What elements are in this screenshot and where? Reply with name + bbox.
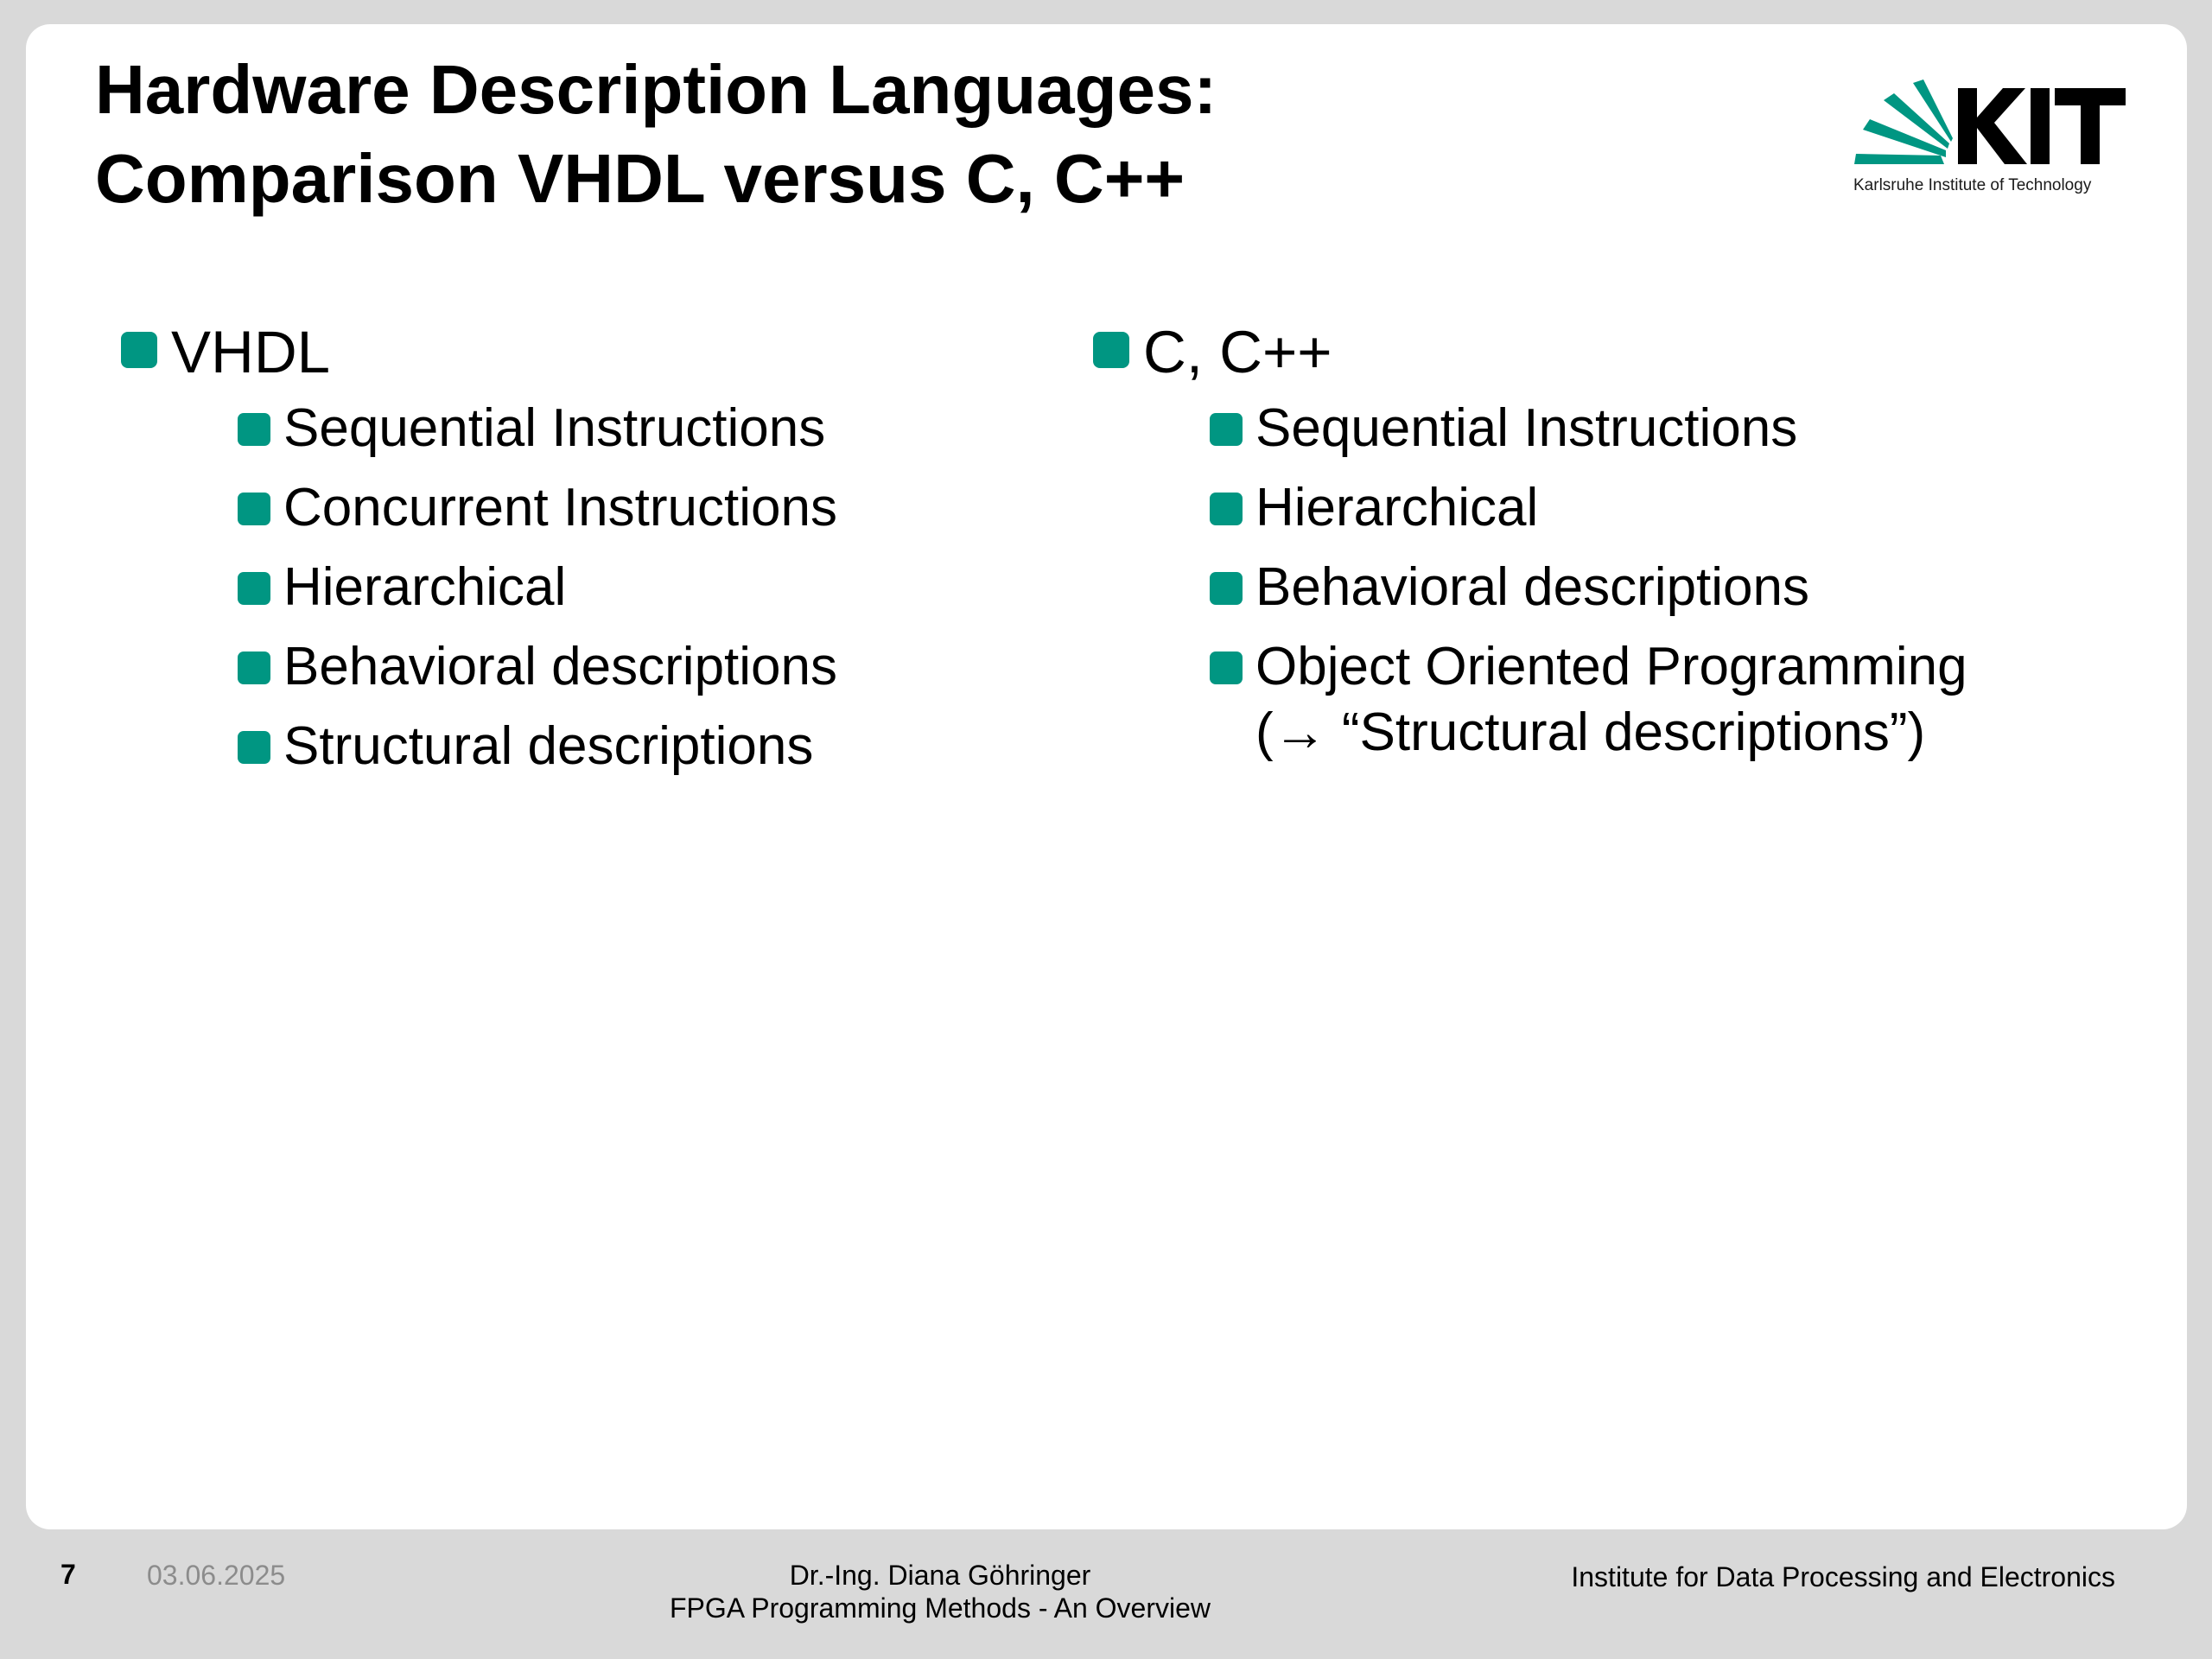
list-item — [1180, 475, 1967, 541]
list-item — [208, 714, 837, 779]
square-bullet-icon — [1093, 332, 1129, 368]
list-item-text: Concurrent Instructions — [283, 478, 837, 537]
list-item-text: Hierarchical — [283, 557, 567, 617]
c-cpp-heading: C, C++ — [1143, 319, 1332, 385]
c-cpp-column — [1065, 309, 1967, 779]
vhdl-feature-list — [208, 396, 837, 779]
square-bullet-icon — [238, 493, 270, 525]
vhdl-column — [93, 309, 837, 793]
slide-title-line1: Hardware Description Languages: — [95, 51, 1217, 128]
vhdl-heading-item — [93, 309, 837, 396]
footer-talk-title: FPGA Programming Methods - An Overview — [670, 1592, 1211, 1624]
c-cpp-feature-list — [1180, 396, 1967, 766]
footer-author: Dr.-Ing. Diana Göhringer — [789, 1560, 1091, 1591]
slide-title — [95, 45, 1217, 223]
list-item-text: Behavioral descriptions — [283, 637, 838, 696]
square-bullet-icon — [1210, 493, 1243, 525]
c-cpp-heading-item — [1065, 309, 1967, 396]
list-item-text: Hierarchical — [1255, 478, 1539, 537]
square-bullet-icon — [121, 332, 157, 368]
kit-logo-tagline: Karlsruhe Institute of Technology — [1853, 176, 2092, 194]
list-item — [1180, 634, 1967, 766]
list-item-continuation: (→ “Structural descriptions”) — [1255, 702, 1926, 762]
list-item — [1180, 555, 1967, 620]
slide-date: 03.06.2025 — [147, 1560, 286, 1591]
square-bullet-icon — [238, 413, 270, 446]
slide-title-line2: Comparison VHDL versus C, C++ — [95, 140, 1185, 217]
square-bullet-icon — [1210, 652, 1243, 684]
square-bullet-icon — [238, 652, 270, 684]
list-item-text: Structural descriptions — [283, 716, 814, 776]
vhdl-heading: VHDL — [171, 319, 331, 385]
list-item — [208, 396, 837, 461]
list-item — [208, 475, 837, 541]
list-item-text: Sequential Instructions — [1255, 398, 1798, 458]
page-number: 7 — [60, 1559, 76, 1590]
square-bullet-icon — [238, 731, 270, 764]
square-bullet-icon — [238, 572, 270, 605]
list-item-text: Object Oriented Programming — [1255, 637, 1967, 696]
square-bullet-icon — [1210, 572, 1243, 605]
footer-institute: Institute for Data Processing and Electronics — [1571, 1561, 2115, 1592]
list-item-text: Behavioral descriptions — [1255, 557, 1810, 617]
list-item — [208, 555, 837, 620]
footer-center — [508, 1559, 1372, 1624]
square-bullet-icon — [1210, 413, 1243, 446]
list-item-text: Sequential Instructions — [283, 398, 826, 458]
slide — [26, 24, 2187, 1529]
list-item — [208, 634, 837, 700]
list-item — [1180, 396, 1967, 461]
kit-logo — [1851, 78, 2127, 233]
